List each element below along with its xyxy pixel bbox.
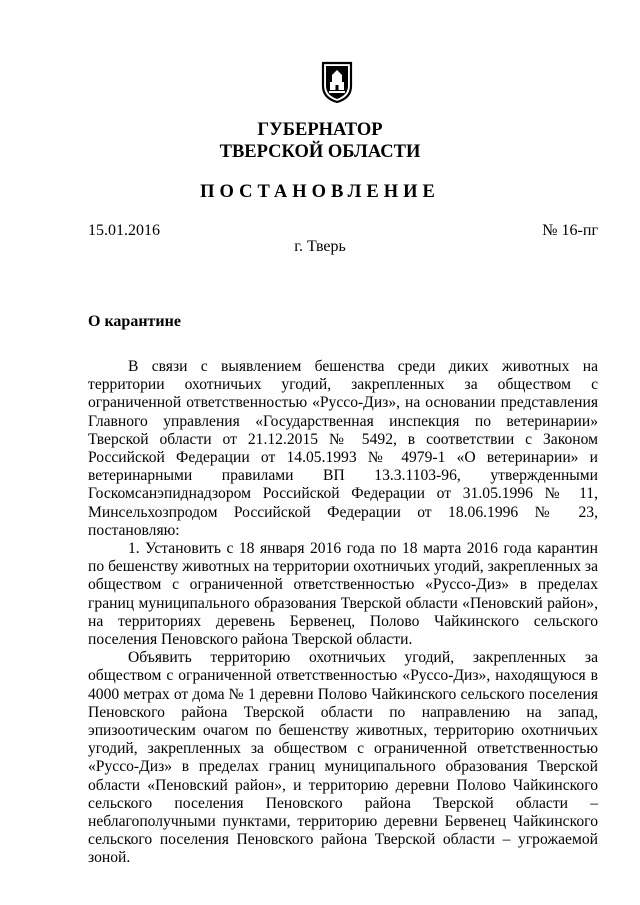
paragraph-preamble: В связи с выявлением бешенства среди диких животных на территории охотничьих угодий, закрепленных за обществом с ограниченной ответственностью «Руссо-Диз», на основании представления Главного управления «Государственная инспекция по ветеринарии» Тверской области от 21.12.2015 № 5492, в соответствии с Законом Российской Федерации от 14.05.1993 № 4979-1 «О ветеринарии» и ветеринарными правилами ВП 13.3.1103-96, утвержденными Госкомсанэпиднадзором Российской Федерации от 31.05.1996 № 11, Минсельхозпродом Российской Федерации от 18.06.1996 № 23, постановляю: [88,358,598,539]
document-city: г. Тверь [294,238,346,255]
document-type: ПОСТАНОВЛЕНИЕ [200,182,440,202]
governor-title: ГУБЕРНАТОР [257,120,383,140]
document-date: 15.01.2016 [88,222,160,239]
document-body [88,358,598,868]
paragraph-item-1: 1. Установить с 18 января 2016 года по 18 марта 2016 года карантин по бешенству животных на территории охотничьих угодий, закрепленных за обществом с ограниченной ответственностью «Руссо-Диз» в пределах границ муниципального образования Тверской области «Пеновский район», на территориях деревень Бервенец, Полово Чайкинского сельского поселения Пеновского района Тверской области. [88,540,598,649]
paragraph-declaration: Объявить территорию охотничьих угодий, закрепленных за обществом с ограниченной ответственностью «Руссо-Диз», находящуюся в 4000 метрах от дома № 1 деревни Полово Чайкинского сельского поселения Пеновского района Тверской области по направлению на запад, эпизоотическим очагом по бешенству животных, территорию охотничьих угодий, закрепленных за обществом с ограниченной ответственностью «Руссо-Диз» в пределах границ муниципального образования Тверской области «Пеновский район», и территорию деревни Полово Чайкинского сельского поселения Пеновского района Тверской области – неблагополучными пунктами, территорию деревни Бервенец Чайкинского сельского поселения Пеновского района Тверской области – угрожаемой зоной. [88,649,598,867]
document-subject: О карантине [88,313,181,330]
document-number: № 16-пг [542,222,598,239]
coat-of-arms-icon [320,60,354,104]
region-title: ТВЕРСКОЙ ОБЛАСТИ [219,142,421,162]
